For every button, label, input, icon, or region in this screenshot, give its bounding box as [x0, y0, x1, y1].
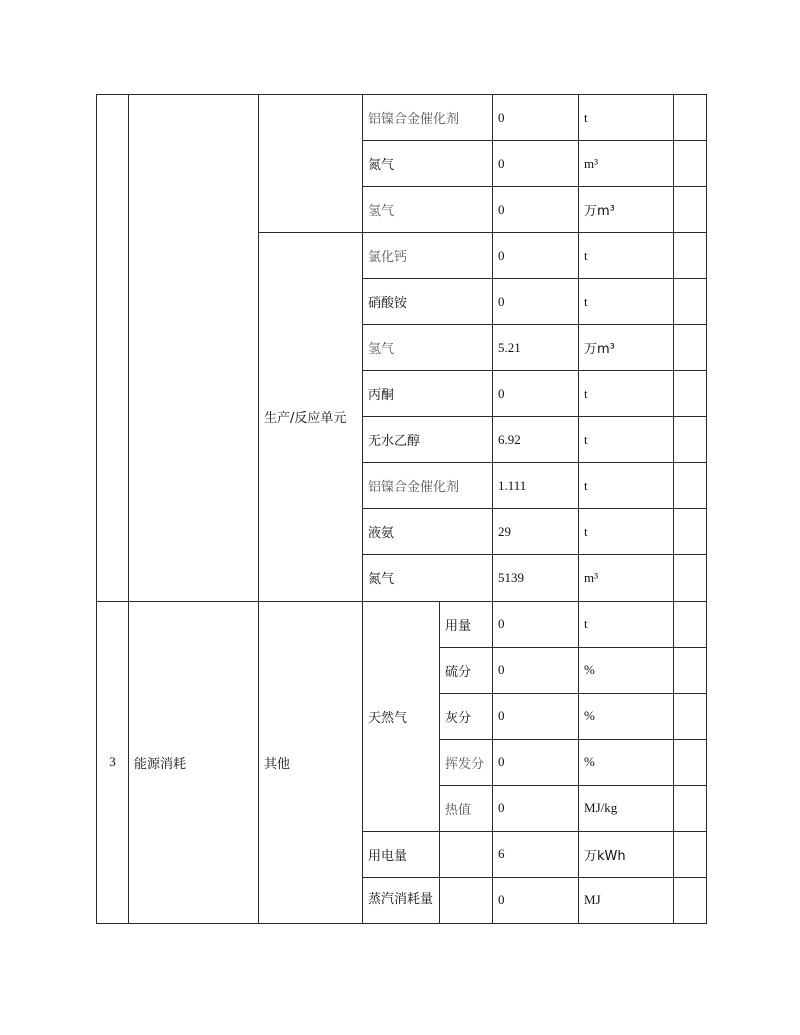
remark-cell — [674, 279, 707, 325]
natural-gas-label: 天然气 — [363, 601, 440, 831]
remark-cell — [674, 463, 707, 509]
remark-cell — [674, 693, 707, 739]
table-row — [97, 95, 707, 141]
material-value: 5139 — [493, 555, 579, 601]
steam-unit: MJ — [579, 877, 674, 923]
remark-cell — [674, 371, 707, 417]
gas-item-unit: % — [579, 739, 674, 785]
gas-item-label: 热值 — [440, 785, 493, 831]
material-name: 丙酮 — [363, 371, 493, 417]
material-name: 氢气 — [363, 187, 493, 233]
material-name: 铝镍合金催化剂 — [363, 463, 493, 509]
material-unit: m³ — [579, 141, 674, 187]
material-value: 0 — [493, 95, 579, 141]
material-value: 0 — [493, 233, 579, 279]
material-name: 氢气 — [363, 325, 493, 371]
section-category: 能源消耗 — [129, 601, 259, 923]
index-cell — [97, 95, 129, 602]
remark-cell — [674, 555, 707, 601]
remark-cell — [674, 601, 707, 647]
material-value: 0 — [493, 187, 579, 233]
gas-item-unit: MJ/kg — [579, 785, 674, 831]
gas-item-label: 灰分 — [440, 693, 493, 739]
material-unit: 万m³ — [579, 187, 674, 233]
electricity-label: 用电量 — [363, 831, 440, 877]
gas-item-label: 用量 — [440, 601, 493, 647]
gas-item-label: 挥发分 — [440, 739, 493, 785]
remark-cell — [674, 509, 707, 555]
remark-cell — [674, 141, 707, 187]
material-value: 0 — [493, 141, 579, 187]
material-name: 氮气 — [363, 555, 493, 601]
gas-item-value: 0 — [493, 785, 579, 831]
remark-cell — [674, 417, 707, 463]
material-value: 1.111 — [493, 463, 579, 509]
material-name: 液氨 — [363, 509, 493, 555]
category-cell — [129, 95, 259, 602]
gas-item-value: 0 — [493, 601, 579, 647]
material-name: 氯化钙 — [363, 233, 493, 279]
material-value: 0 — [493, 279, 579, 325]
material-unit: t — [579, 371, 674, 417]
table-row — [97, 601, 707, 647]
material-name: 氮气 — [363, 141, 493, 187]
material-unit: m³ — [579, 555, 674, 601]
material-value: 0 — [493, 371, 579, 417]
material-unit: 万m³ — [579, 325, 674, 371]
remark-cell — [674, 739, 707, 785]
material-unit: t — [579, 95, 674, 141]
gas-item-value: 0 — [493, 693, 579, 739]
gas-item-value: 0 — [493, 739, 579, 785]
production-unit-label: 生产/反应单元 — [259, 233, 363, 601]
material-unit: t — [579, 509, 674, 555]
material-unit: t — [579, 233, 674, 279]
steam-label: 蒸汽消耗量 — [363, 877, 440, 923]
remark-cell — [674, 95, 707, 141]
material-name: 无水乙醇 — [363, 417, 493, 463]
steam-value: 0 — [493, 877, 579, 923]
gas-item-unit: t — [579, 601, 674, 647]
gas-item-unit: % — [579, 647, 674, 693]
section-index: 3 — [97, 601, 129, 923]
remark-cell — [674, 785, 707, 831]
material-unit: t — [579, 279, 674, 325]
remark-cell — [674, 233, 707, 279]
electricity-value: 6 — [493, 831, 579, 877]
unit-cell — [259, 95, 363, 233]
remark-cell — [674, 187, 707, 233]
remark-cell — [674, 325, 707, 371]
material-value: 29 — [493, 509, 579, 555]
empty-cell — [440, 831, 493, 877]
remark-cell — [674, 647, 707, 693]
gas-item-value: 0 — [493, 647, 579, 693]
empty-cell — [440, 877, 493, 923]
gas-item-label: 硫分 — [440, 647, 493, 693]
material-name: 铝镍合金催化剂 — [363, 95, 493, 141]
material-unit: t — [579, 417, 674, 463]
section-subcategory: 其他 — [259, 601, 363, 923]
gas-item-unit: % — [579, 693, 674, 739]
remark-cell — [674, 831, 707, 877]
material-energy-table — [96, 94, 707, 924]
material-value: 6.92 — [493, 417, 579, 463]
electricity-unit: 万kWh — [579, 831, 674, 877]
material-unit: t — [579, 463, 674, 509]
remark-cell — [674, 877, 707, 923]
material-value: 5.21 — [493, 325, 579, 371]
material-name: 硝酸铵 — [363, 279, 493, 325]
